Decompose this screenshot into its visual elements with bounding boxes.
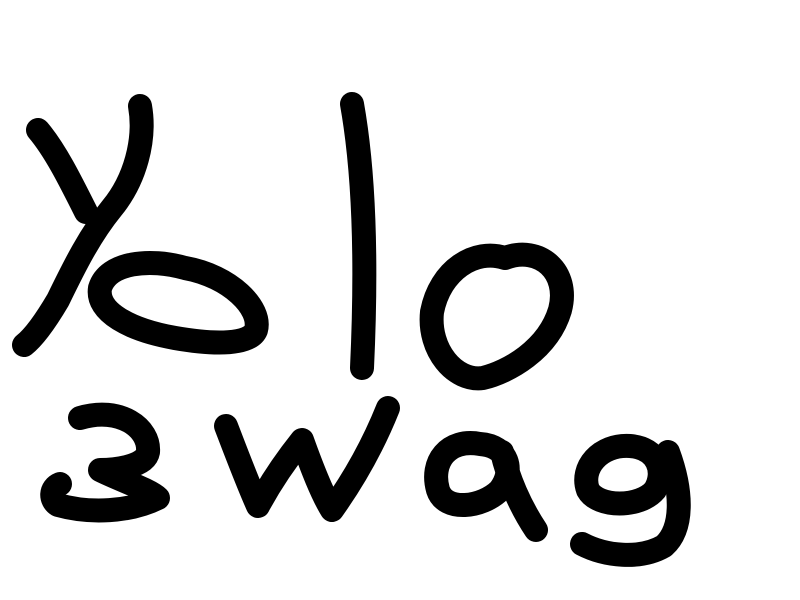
letter-w: [226, 408, 388, 510]
letter-l: [352, 104, 364, 368]
letter-y-left-arm: [38, 130, 86, 212]
letter-o-first: [100, 263, 257, 343]
letter-g-bowl: [586, 446, 660, 504]
word-swag: [52, 408, 679, 555]
letter-o-second: [432, 255, 562, 379]
word-yolo: [24, 104, 562, 378]
letter-s: [52, 415, 158, 511]
